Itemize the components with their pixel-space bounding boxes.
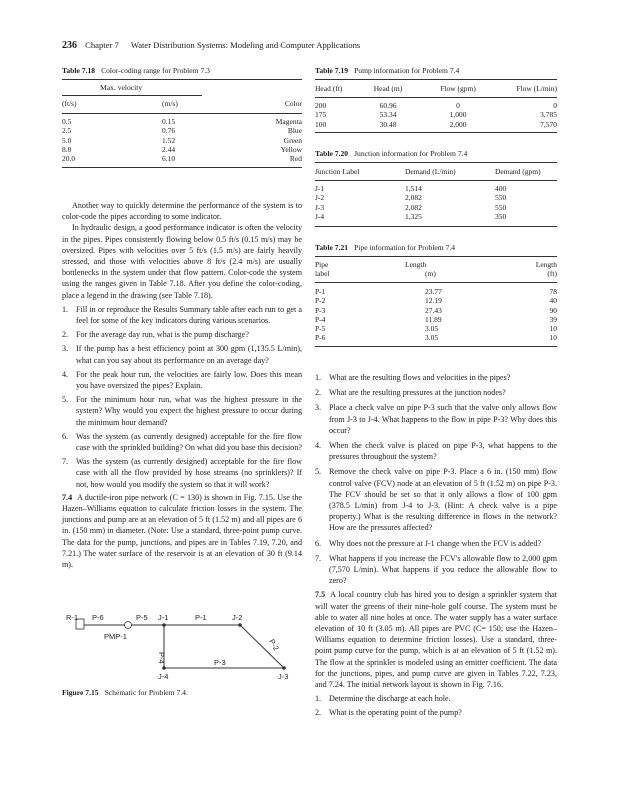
table-7-20-caption: Table 7.20 Junction information for Problem 7.4 (315, 149, 468, 158)
table-cell: 20.0 (62, 154, 76, 164)
table-cell: 100 (315, 119, 327, 129)
table-7-20-body (315, 184, 557, 221)
node-label-j3: J-3 (278, 672, 289, 681)
table-cell: 550 (495, 193, 507, 203)
table-row (62, 154, 302, 163)
list-item-number: 4. (62, 369, 69, 379)
table-row (315, 203, 557, 212)
table-row (62, 117, 302, 126)
table-cell: P-4 (315, 314, 326, 324)
table-cell: 550 (495, 202, 507, 212)
list-item (315, 402, 557, 436)
list-item-number: 7. (62, 457, 69, 467)
table-row (62, 145, 302, 154)
list-item-number: 3. (315, 403, 322, 413)
table-7-18-caption: Table 7.18 Color-coding range for Problem 7.3 (62, 66, 210, 75)
table-cell: 0 (456, 101, 460, 110)
left-column-text (62, 200, 302, 570)
table-cell: 2.5 (62, 126, 72, 136)
pipe-label-p5: P-5 (136, 613, 148, 622)
table-row (315, 212, 557, 221)
list-item (315, 553, 557, 587)
list-item-text: Determine the discharge at each hole. (329, 694, 451, 704)
pipe-label-p3: P-3 (214, 658, 226, 667)
list-item (62, 343, 302, 365)
table-cell: 11.89 (425, 314, 442, 324)
list-item-text: When the check valve is placed on pipe P-3, what happens to the pressures throughout the system? (329, 441, 557, 462)
list-item-text: What is the operating point of the pump? (329, 708, 462, 718)
list-item-text: Was the system (as currently designed) acceptable for the fire flow case with all the flow provided by hose streams (no sprinklers)? If not, how would you modify the system so that it will work? (76, 457, 302, 489)
list-item (62, 329, 302, 340)
table-cell: P-2 (315, 296, 326, 306)
table-cell: Blue (287, 126, 302, 136)
list-item-text: What are the resulting pressures at the junction nodes? (329, 388, 506, 398)
table-cell: P-3 (315, 305, 326, 315)
list-item-number: 3. (62, 344, 69, 354)
table-row (315, 101, 557, 110)
table-row (315, 333, 557, 342)
list-item-number: 2. (315, 388, 322, 398)
table-row (315, 193, 557, 202)
paragraph: In hydraulic design, a good performance indicator is often the velocity in the pipes. Pipes consistently flowing below 0.5 ft/s (0.15 m/s) may be oversized. Pipes with velocities over 5 ft/s (1.5 m/s) are fairly heavily stressed, and those with velocities above 8 ft/s (2.4 m/s) are usually bottlenecks in the system under that flow pattern. Color-code the system using the ranges given in Table 7.18. After you define the color-coding, place a legend in the drawing (see Table 7.18). (62, 223, 302, 300)
table-row (315, 324, 557, 333)
table-cell: 78 (549, 287, 557, 296)
list-item-number: 1. (62, 304, 69, 314)
junction-node (238, 623, 242, 627)
page-number: 236 (62, 40, 77, 51)
table-cell: Yellow (280, 144, 302, 154)
list-item-text: What are the resulting flows and velocities in the pipes? (329, 373, 511, 382)
list-item (315, 387, 557, 398)
table-cell: J-2 (315, 193, 325, 203)
list-item-text: What happens if you increase the FCV's allowable flow to 2,000 gpm (7,570 L/min). What happens if you reduce the allowable flow to zero? (329, 553, 557, 586)
table-cell: 1,514 (405, 184, 422, 193)
table-cell: 1,325 (405, 211, 422, 221)
list-item (62, 394, 302, 428)
table-row (62, 126, 302, 135)
table-cell: 3.05 (425, 324, 439, 334)
table-row (315, 315, 557, 324)
table-cell: 90 (549, 305, 557, 315)
table-cell: 0.5 (62, 117, 72, 126)
table-7-21-header-row: Pipe Length Length label (m) (ft) (315, 260, 557, 279)
list-item-number: 7. (315, 553, 322, 563)
table-cell: 200 (315, 101, 327, 110)
junction-node (162, 666, 166, 670)
table-cell: Green (283, 135, 302, 145)
list-item (62, 431, 302, 453)
table-7-19-caption: Table 7.19 Pump information for Problem 7.4 (315, 66, 460, 75)
table-cell: 350 (495, 211, 507, 221)
list-item-text: Fill in or reproduce the Results Summary table after each run to get a feel for some of the key indicators during various scenarios. (76, 304, 302, 326)
list-item (62, 369, 302, 391)
junction-node (162, 623, 166, 627)
list-item-number: 6. (62, 431, 69, 441)
list-item (315, 707, 557, 718)
table-cell: 175 (315, 110, 327, 120)
pump-icon (125, 622, 132, 629)
table-cell: 0.15 (162, 117, 176, 126)
figure-7-15-schematic (62, 610, 332, 690)
table-cell: 3.05 (425, 333, 439, 343)
pump-label: PMP-1 (104, 632, 127, 641)
list-item (315, 440, 557, 462)
paragraph: Another way to quickly determine the performance of the system is to color-code the pipes according to some indicator. (62, 201, 302, 222)
table-cell: 2,082 (405, 202, 422, 212)
table-row (315, 296, 557, 305)
table-row (62, 136, 302, 145)
list-item-number: 4. (315, 441, 322, 451)
table-cell: 10 (549, 324, 557, 334)
table-cell: 0.76 (162, 126, 176, 136)
pipe-label-p4: P-4 (157, 652, 166, 664)
table-7-18-body (62, 117, 302, 163)
table-7-18-group-header: Max. velocity (100, 83, 143, 92)
table-7-19-body (315, 101, 557, 129)
table-cell: 400 (495, 184, 507, 193)
list-item (315, 693, 557, 704)
pipe-label-p1: P-1 (195, 613, 207, 622)
list-item-text: Place a check valve on pipe P-3 such that the valve only allows flow from J-3 to J-4. What happens to the flow in pipe P-3? Why does this occur? (329, 403, 557, 435)
list-item (315, 372, 557, 383)
problem-7-4: 7.4 A ductile-iron pipe network (C = 130) is shown in Fig. 7.15. Use the Hazen–Williams equation to calculate friction losses in the system. The junctions and pump are at an elevation of 5 ft (1.52 m) and all pipes are 6 in. (150 mm) in diameter. (Note: Use a standard, three-point pump curve. The data for the pump, junctions, and pipes are in Tables 7.19, 7.20, and 7.21.) The water surface of the reservoir is at an elevation of 30 ft (9.14 m). (62, 492, 302, 570)
table-cell: 7,570 (540, 119, 557, 129)
table-7-19-header-row: Head (ft) Head (m) Flow (gpm) Flow (L/min) (315, 84, 557, 93)
table-7-20-header-row: Junction Label Demand (L/min) Demand (gpm) (315, 167, 541, 176)
table-cell: 23.77 (425, 287, 442, 296)
pipe-label-p2: P-2 (267, 637, 281, 653)
list-item-number: 2. (315, 708, 322, 718)
table-cell: 1.52 (162, 135, 176, 145)
table-cell: 2,082 (405, 193, 422, 203)
table-cell: 27.43 (425, 305, 442, 315)
right-column-text (315, 368, 557, 719)
list-item-number: 5. (315, 467, 322, 477)
list-item (62, 304, 302, 326)
table-cell: 39 (549, 314, 557, 324)
table-cell: 53.34 (379, 110, 397, 120)
junction-node (282, 666, 286, 670)
table-cell: Red (289, 154, 302, 164)
table-row (315, 110, 557, 119)
table-7-21-body (315, 287, 557, 343)
list-item-number: 1. (315, 373, 322, 382)
list-item-text: Why does not the pressure at J-1 change when the FCV is added? (329, 538, 542, 548)
table-cell: 1,000 (449, 110, 467, 120)
table-row (315, 184, 557, 193)
table-cell: 12.19 (425, 296, 442, 306)
table-cell: 8.0 (62, 144, 72, 154)
table-row (315, 287, 557, 296)
pipe-label-p6: P-6 (92, 613, 104, 622)
running-header (62, 40, 360, 51)
list-item-text: If the pump has a best efficiency point at 300 gpm (1,135.5 L/min), what can you say about its performance on an average day? (76, 344, 302, 365)
node-label-j1: J-1 (158, 613, 169, 622)
table-cell: 0 (553, 101, 557, 110)
figure-7-15-caption: Figure 7.15 Schematic for Problem 7.4. (62, 688, 188, 697)
table-cell: P-6 (315, 333, 326, 343)
table-row (315, 120, 557, 129)
list-item (62, 456, 302, 490)
list-item-text: For the average day run, what is the pump discharge? (76, 330, 249, 340)
node-label-r1: R-1 (66, 613, 79, 622)
list-item-text: Remove the check valve on pipe P-3. Place a 6 in. (150 mm) flow control valve (FCV) node at an elevation of 5 ft (1.52 m) on pipe P-3. The FCV should be set so that it only allows a flow of 100 gpm (378.5 L/min) from J-4 to J-3. (Hint: A check valve is a pipe property.) What is the resulting difference in flows in the network? How are the pressures affected? (329, 467, 557, 533)
table-cell: 5.0 (62, 135, 72, 145)
table-cell: 3,785 (540, 110, 557, 120)
table-cell: P-5 (315, 324, 326, 334)
list-item-number: 6. (315, 538, 322, 548)
table-cell: 30.48 (379, 119, 397, 129)
node-label-j4: J-4 (158, 672, 169, 681)
list-item-text: Was the system (as currently designed) acceptable for the fire flow case with the sprinkled building? On what did you base this decision? (76, 431, 302, 453)
table-cell: Magenta (275, 117, 302, 126)
table-cell: 6.10 (162, 154, 176, 164)
list-item (315, 538, 557, 549)
node-label-j2: J-2 (232, 613, 243, 622)
table-cell: 10 (549, 333, 557, 343)
list-item (315, 466, 557, 533)
chapter-title: Water Distribution Systems: Modeling and Computer Applications (130, 40, 361, 50)
list-item-number: 1. (315, 694, 322, 704)
table-7-18-header-row: (ft/s) (m/s) Color (62, 99, 302, 108)
table-cell: 2.44 (162, 144, 176, 154)
table-cell: J-3 (315, 202, 325, 212)
table-7-21-caption: Table 7.21 Pipe information for Problem 7.4 (315, 243, 456, 252)
table-cell: J-4 (315, 211, 325, 221)
table-cell: 60.96 (379, 101, 397, 110)
table-cell: 2,000 (449, 119, 467, 129)
table-cell: J-1 (315, 184, 325, 193)
list-item-text: For the peak hour run, the velocities are fairly low. Does this mean you have oversized the pipes? Explain. (76, 369, 302, 391)
list-item-text: For the minimum hour run, what was the highest pressure in the system? Why would you expect the highest pressure to occur during the minimum hour demand? (76, 395, 302, 427)
table-row (315, 306, 557, 315)
list-item-number: 5. (62, 395, 69, 405)
table-cell: 40 (549, 296, 557, 306)
table-cell: P-1 (315, 287, 326, 296)
problem-7-5: 7.5 A local country club has hired you to design a sprinkler system that will water the greens of their nine-hole golf course. The system must be able to water all nine holes at once. The water supply has a water surface elevation of 10 ft (3.05 m). All pipes are PVC (C= 150; use the Hazen–Williams equation to determine friction losses). Use a standard, three-point pump curve for the pump, which is at an elevation of 5 ft (1.52 m). The flow at the sprinkler is modeled using an emitter coefficient. The data for the junctions, pipes, and pump curve are given in Tables 7.22, 7.23, and 7.24. The initial network layout is shown in Fig. 7.16. (315, 590, 557, 690)
chapter-label: Chapter 7 (85, 40, 119, 50)
list-item-number: 2. (62, 330, 69, 340)
